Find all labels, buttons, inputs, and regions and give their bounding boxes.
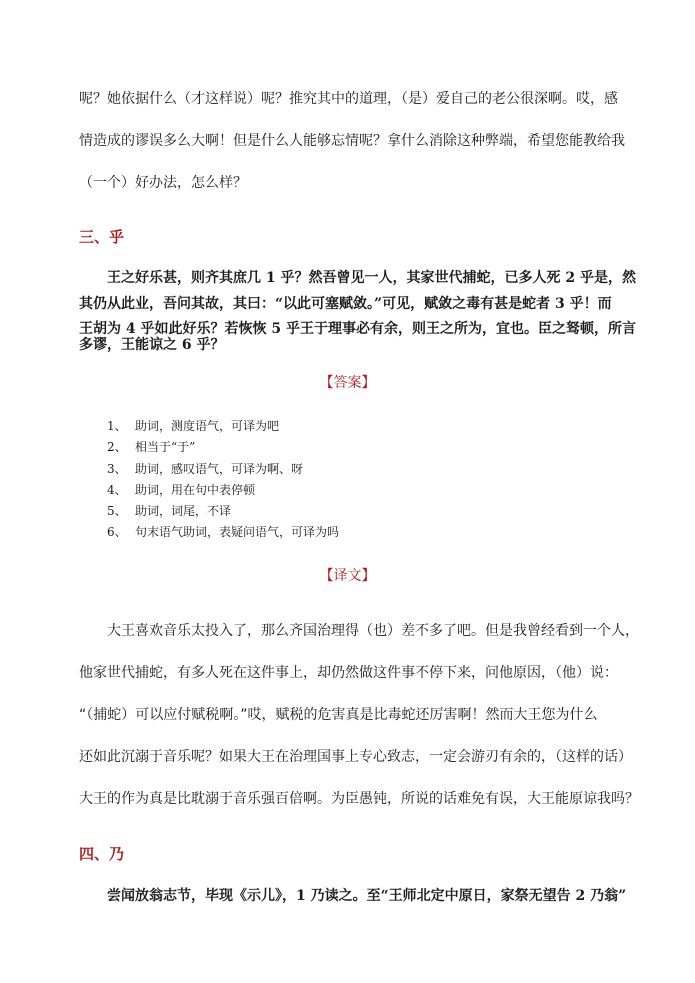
passage-line: 其仍从此业，吾问其故，其曰：“以此可塞赋敛。”可见，赋敛之毒有甚是蛇者 3 乎！而 <box>79 296 612 312</box>
answer-number: 2、 <box>107 440 127 454</box>
answer-text: 句末语气助词，表疑问语气，可译为吗 <box>135 525 340 539</box>
section-heading: 四、乃 <box>79 845 125 863</box>
answer-text: 助词，感叹语气，可译为啊、呀 <box>135 462 304 476</box>
translation-line: 大王喜欢音乐太投入了，那么齐国治理得（也）差不多了吧。但是我曾经看到一个人， <box>107 623 639 639</box>
answer-label: 【答案】 <box>319 375 376 391</box>
text-line: 情造成的谬误多么大啊！但是什么人能够忘情呢？拿什么消除这种弊端，希望您能教给我 <box>79 133 625 149</box>
answer-text: 助词，测度语气，可译为吧 <box>135 419 280 433</box>
passage-line: 王胡为 4 乎如此好乐？若恢恢 5 乎王于理事必有余，则王之所为，宜也。臣之驽顿，所言 <box>79 321 636 337</box>
answer-text: 相当于“于” <box>135 440 196 454</box>
answer-text: 助词，词尾，不译 <box>135 504 232 518</box>
passage-line: 尝闻放翁志节，毕现《示儿》，1 乃读之。至“王师北定中原日，家祭无望告 2 乃翁” <box>107 888 627 904</box>
answer-item <box>107 483 255 497</box>
answer-item <box>107 440 195 454</box>
translation-line: 大王的作为真是比耽溺于音乐强百倍啊。为臣愚钝，所说的话难免有误，大王能原谅我吗？ <box>79 791 639 807</box>
answer-number: 6、 <box>107 525 127 539</box>
text-line: 呢？她依据什么（才这样说）呢？推究其中的道理，（是）爱自己的老公很深啊。哎，感 <box>79 91 618 107</box>
answer-item <box>107 462 303 476</box>
translation-line: 还如此沉溺于音乐呢？如果大王在治理国事上专心致志，一定会游刃有余的，（这样的话） <box>79 749 632 765</box>
answer-number: 4、 <box>107 483 127 497</box>
translation-label: 【译文】 <box>319 568 376 584</box>
translation-line: “（捕蛇）可以应付赋税啊。”哎，赋税的危害真是比毒蛇还厉害啊！然而大王您为什么 <box>79 707 598 723</box>
text-line: （一个）好办法，怎么样？ <box>79 175 247 191</box>
section-heading: 三、乎 <box>79 228 125 246</box>
answer-item <box>107 419 279 433</box>
answer-item <box>107 525 339 539</box>
answer-number: 5、 <box>107 504 127 518</box>
answer-number: 1、 <box>107 419 127 433</box>
answer-item <box>107 504 231 518</box>
passage-line: 多谬，王能谅之 6 乎？ <box>79 337 225 353</box>
passage-line: 王之好乐甚，则齐其庶几 1 乎？然吾曾见一人，其家世代捕蛇，已多人死 2 乎是，然 <box>107 270 636 286</box>
translation-line: 他家世代捕蛇，有多人死在这件事上，却仍然做这件事不停下来，问他原因，（他）说： <box>79 665 618 681</box>
answer-number: 3、 <box>107 462 127 476</box>
answer-text: 助词，用在句中表停顿 <box>135 483 256 497</box>
